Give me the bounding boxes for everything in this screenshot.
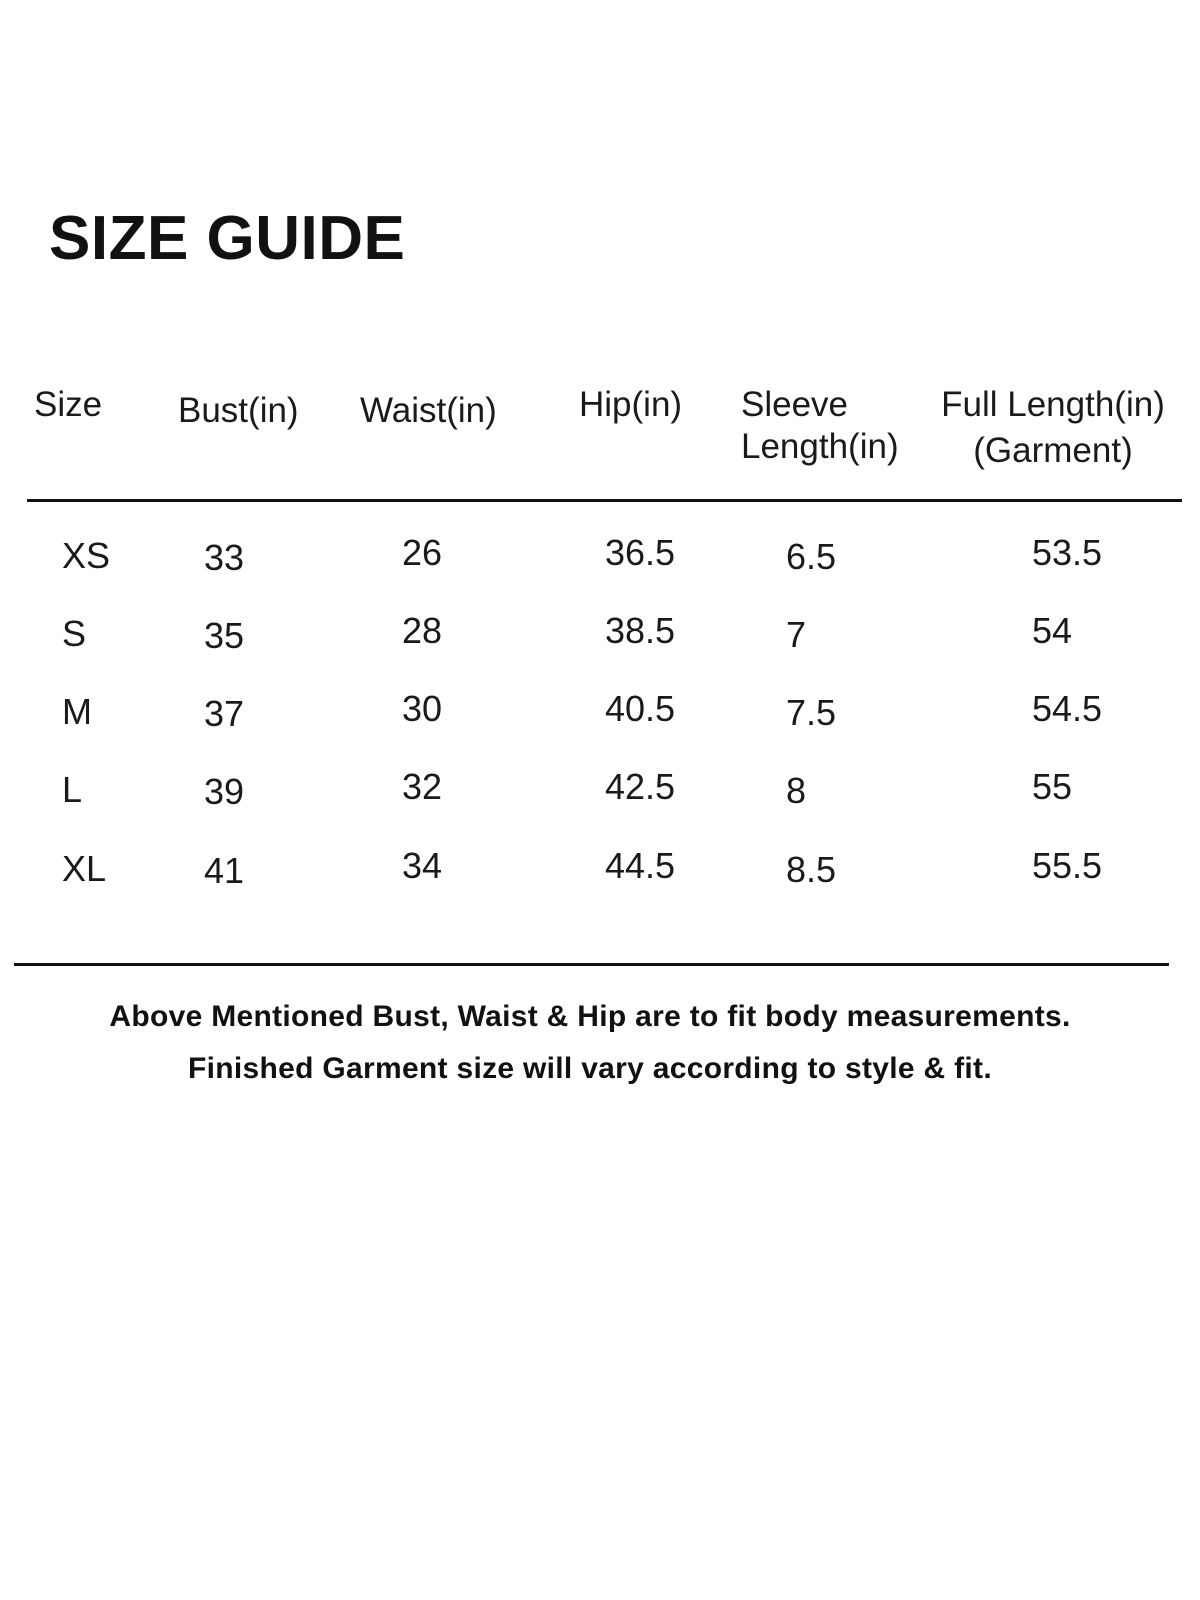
table-bottom-divider xyxy=(14,963,1169,966)
header-size: Size xyxy=(34,385,103,424)
header-sleeve-line2: Length(in) xyxy=(741,427,899,466)
cell-size: S xyxy=(62,613,87,654)
cell-size: M xyxy=(62,691,92,732)
cell-bust: 41 xyxy=(204,850,245,891)
header-sleeve-length xyxy=(741,384,899,468)
note-line-1: Above Mentioned Bust, Waist & Hip are to fit body measurements. xyxy=(109,1000,1071,1033)
cell-size: XL xyxy=(62,848,107,889)
header-divider xyxy=(27,499,1182,502)
cell-sleeve: 7 xyxy=(786,614,807,655)
cell-full: 53.5 xyxy=(1032,532,1103,573)
cell-full: 54.5 xyxy=(1032,688,1103,729)
table-row xyxy=(0,688,1200,752)
cell-bust: 33 xyxy=(204,537,245,578)
cell-bust: 35 xyxy=(204,615,245,656)
table-row xyxy=(0,610,1200,674)
cell-sleeve: 8.5 xyxy=(786,849,837,890)
cell-waist: 30 xyxy=(402,688,443,729)
cell-hip: 44.5 xyxy=(605,845,676,886)
cell-bust: 39 xyxy=(204,771,245,812)
cell-size: XS xyxy=(62,535,111,576)
page-title: SIZE GUIDE xyxy=(49,204,406,273)
header-hip: Hip(in) xyxy=(579,385,683,424)
table-row xyxy=(0,766,1200,830)
header-waist: Waist(in) xyxy=(360,391,497,430)
header-bust: Bust(in) xyxy=(178,391,299,430)
cell-waist: 34 xyxy=(402,845,443,886)
table-row xyxy=(0,845,1200,909)
cell-hip: 36.5 xyxy=(605,532,676,573)
cell-waist: 32 xyxy=(402,766,443,807)
header-full-line1: Full Length(in) xyxy=(941,385,1165,424)
cell-sleeve: 6.5 xyxy=(786,536,837,577)
cell-waist: 26 xyxy=(402,532,443,573)
header-sleeve-line1: Sleeve xyxy=(741,385,849,424)
cell-sleeve: 8 xyxy=(786,770,807,811)
cell-hip: 40.5 xyxy=(605,688,676,729)
header-full-length xyxy=(928,384,1178,472)
cell-hip: 42.5 xyxy=(605,766,676,807)
cell-sleeve: 7.5 xyxy=(786,692,837,733)
cell-waist: 28 xyxy=(402,610,443,651)
cell-hip: 38.5 xyxy=(605,610,676,651)
table-row xyxy=(0,532,1200,596)
cell-bust: 37 xyxy=(204,693,245,734)
header-full-line2: (Garment) xyxy=(973,431,1133,470)
cell-full: 55.5 xyxy=(1032,845,1103,886)
cell-full: 54 xyxy=(1032,610,1073,651)
cell-full: 55 xyxy=(1032,766,1073,807)
note-line-2: Finished Garment size will vary according to style & fit. xyxy=(188,1052,992,1085)
cell-size: L xyxy=(62,769,83,810)
